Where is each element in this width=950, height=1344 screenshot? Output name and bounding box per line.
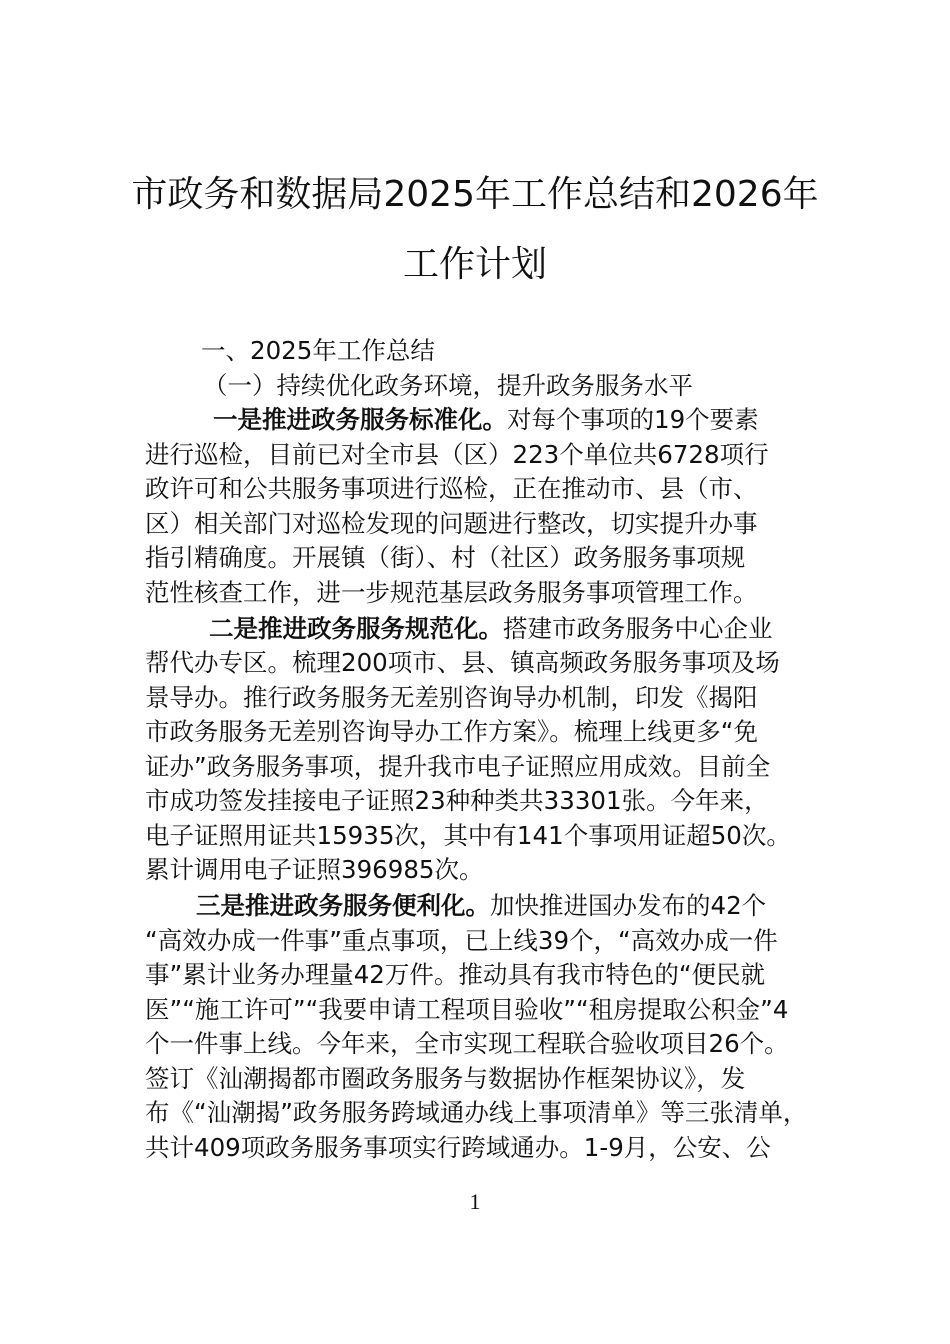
paragraph-3-line: 布《“汕潮揭”政务服务跨域通办线上事项清单》等三张清单， [145,1098,808,1127]
paragraph-2-line: 景导办。推行政务服务无差别咨询导办机制，印发《揭阳 [145,683,758,712]
page-number: 1 [469,1189,481,1214]
paragraph-2-text: 搭建市政务服务中心企业 [503,614,773,643]
paragraph-3-line: 医”“施工许可”“我要申请工程项目验收”“租房提取公积金”4 [145,995,789,1024]
paragraph-3-line: 共计409项政务服务事项实行跨域通办。1-9月，公安、公 [145,1133,771,1162]
paragraph-3-line: 签订《汕潮揭都市圈政务服务与数据协作框架协议》，发 [145,1064,746,1093]
paragraph-2-line: 累计调用电子证照396985次。 [145,855,484,884]
paragraph-3-line: 个一件事上线。今年来，全市实现工程联合验收项目26个。 [145,1029,789,1058]
paragraph-1-line: 指引精确度。开展镇（街）、村（社区）政务服务事项规 [145,543,746,572]
paragraph-2-line: 市成功签发挂接电子证照23种种类共33301张。今年来， [145,786,769,815]
paragraph-1-line: 区）相关部门对巡检发现的问题进行整改，切实提升办事 [145,509,758,538]
paragraph-2-first-line [209,612,773,646]
paragraph-1-text: 对每个事项的19个要素 [507,405,759,434]
paragraph-2-line: 电子证照用证共15935次，其中有141个事项用证超50次。 [145,821,791,850]
paragraph-1-lead: 一是推进政务服务标准化。 [213,405,507,434]
document-title-line-1: 市政务和数据局2025年工作总结和2026年 [131,174,819,215]
paragraph-2-line: 市政务服务无差别咨询导办工作方案》。梳理上线更多“免 [145,717,758,746]
paragraph-3-lead: 三是推进政务服务便利化。 [196,891,490,920]
paragraph-2-line: 证办”政务服务事项，提升我市电子证照应用成效。目前全 [145,752,771,781]
subsection-heading: （一）持续优化政务环境，提升政务服务水平 [203,371,693,400]
paragraph-3-first-line [196,889,766,923]
paragraph-3-text: 加快推进国办发布的42个 [490,891,767,920]
document-title-line-2: 工作计划 [402,244,547,285]
paragraph-1-line: 范性核查工作，进一步规范基层政务服务事项管理工作。 [145,578,758,607]
paragraph-1-line: 政许可和公共服务事项进行巡检，正在推动市、县（市、 [145,474,758,503]
paragraph-3-line: “高效办成一件事”重点事项，已上线39个，“高效办成一件 [145,926,778,955]
paragraph-1-line: 进行巡检，目前已对全市县（区）223个单位共6728项行 [145,440,769,469]
paragraph-2-line: 帮代办专区。梳理200项市、县、镇高频政务服务事项及场 [145,648,780,677]
section-heading: 一、2025年工作总结 [201,336,435,365]
paragraph-3-line: 事”累计业务办理量42万件。推动具有我市特色的“便民就 [145,960,766,989]
paragraph-2-lead: 二是推进政务服务规范化。 [209,614,503,643]
paragraph-1-first-line [213,403,759,437]
